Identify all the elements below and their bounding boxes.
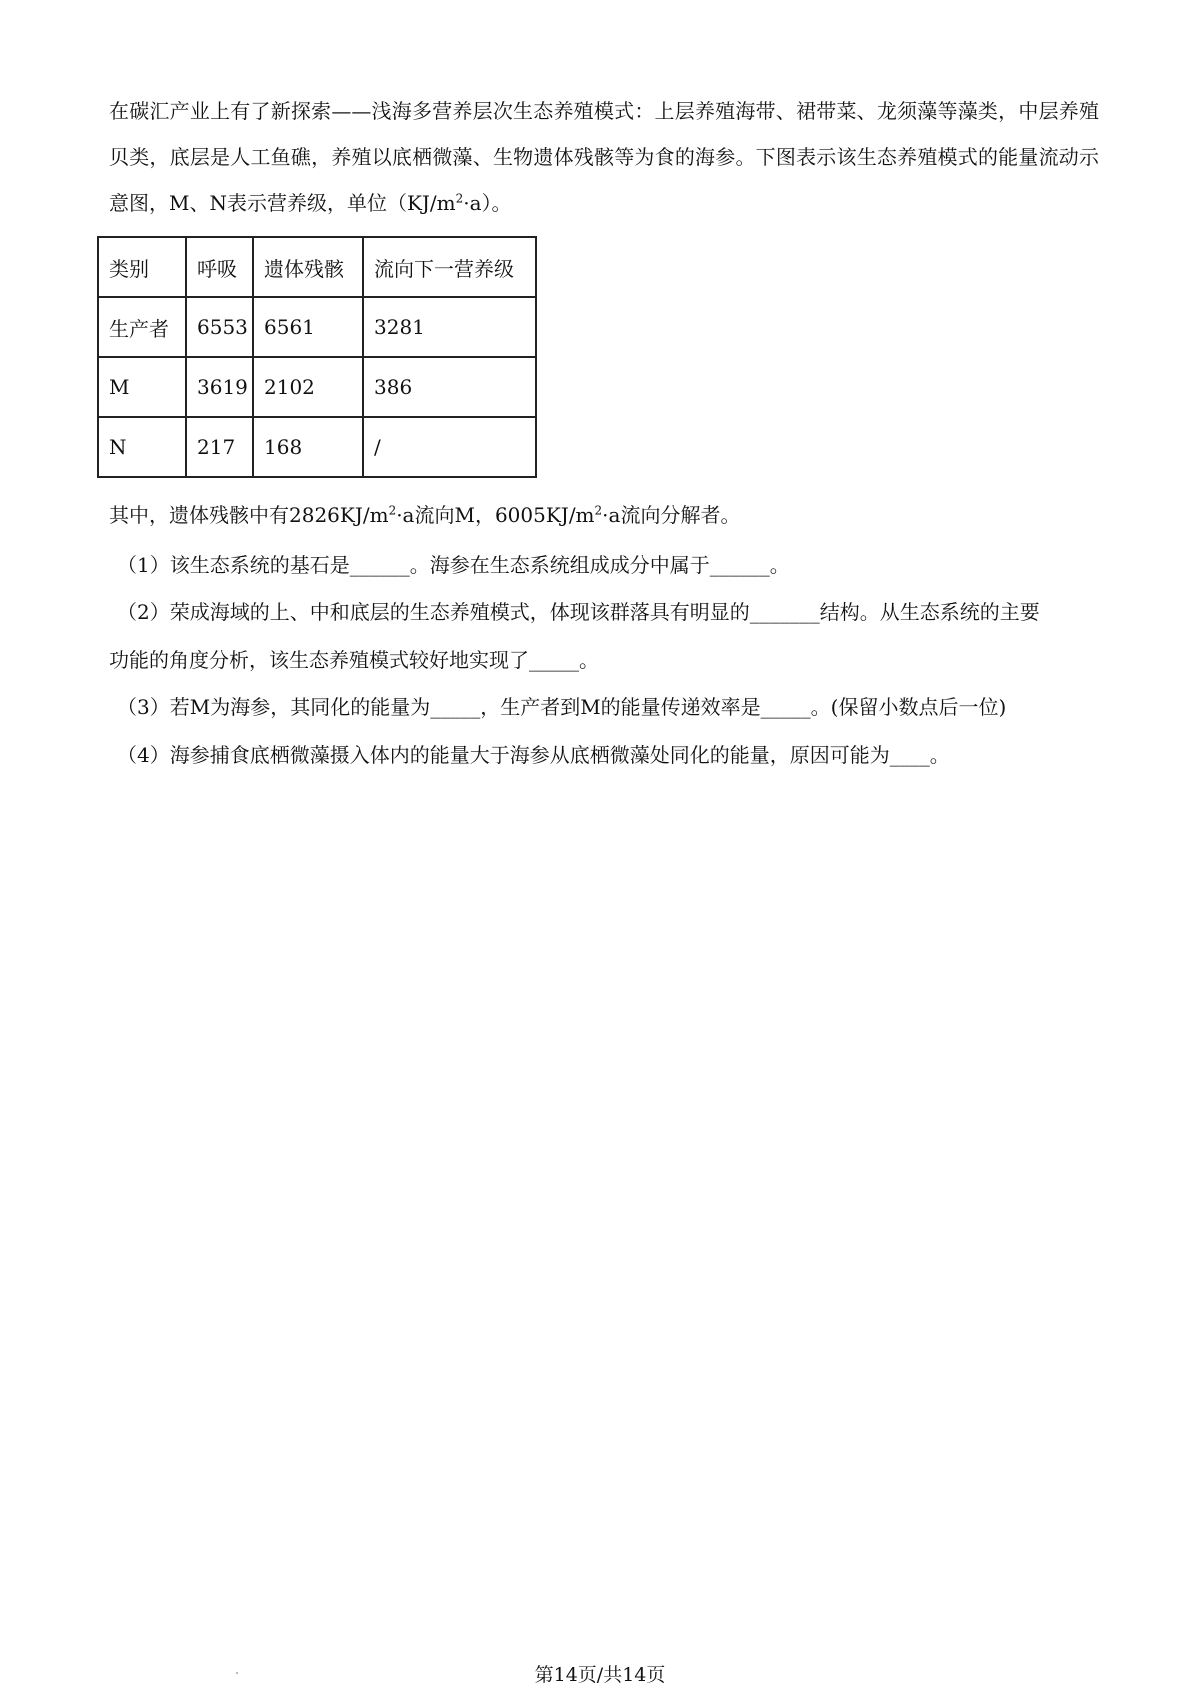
table-cell: 3281 bbox=[363, 297, 536, 357]
question-4: （4）海参捕食底栖微藻摄入体内的能量大于海参从底栖微藻处同化的能量，原因可能为____。 bbox=[117, 743, 950, 767]
table-cell: 3619 bbox=[186, 357, 253, 417]
note-superscript-1: 2 bbox=[388, 503, 397, 518]
table-header-cell: 类别 bbox=[98, 237, 186, 297]
note-text-3: ·a流向分解者。 bbox=[602, 503, 741, 527]
table-cell: 2102 bbox=[253, 357, 363, 417]
note-text-1: 其中，遗体残骸中有2826KJ/m bbox=[109, 503, 389, 527]
intro-superscript: 2 bbox=[455, 191, 464, 206]
note-line bbox=[109, 503, 740, 527]
page-footer: 第14页/共14页 bbox=[534, 1664, 666, 1686]
table-cell: 生产者 bbox=[98, 297, 186, 357]
table-row bbox=[98, 297, 536, 357]
table-cell: 6553 bbox=[186, 297, 253, 357]
energy-table bbox=[97, 236, 537, 478]
table-cell: M bbox=[98, 357, 186, 417]
table-cell: N bbox=[98, 417, 186, 477]
table-cell: 168 bbox=[253, 417, 363, 477]
table-header-cell: 呼吸 bbox=[186, 237, 253, 297]
note-superscript-2: 2 bbox=[594, 503, 603, 518]
question-3: （3）若M为海参，其同化的能量为_____，生产者到M的能量传递效率是_____。(保留小数点后一位) bbox=[117, 695, 1007, 719]
table-row bbox=[98, 417, 536, 477]
question-2-line-1: （2）荣成海域的上、中和底层的生态养殖模式，体现该群落具有明显的_______结构。从生态系统的主要 bbox=[117, 600, 1040, 624]
table-cell: 386 bbox=[363, 357, 536, 417]
table-cell: 6561 bbox=[253, 297, 363, 357]
question-2-line-2: 功能的角度分析，该生态养殖模式较好地实现了_____。 bbox=[109, 648, 599, 672]
table-cell: 217 bbox=[186, 417, 253, 477]
table-header-cell: 流向下一营养级 bbox=[363, 237, 536, 297]
table-row bbox=[98, 357, 536, 417]
intro-paragraph bbox=[109, 88, 1099, 226]
intro-tail: ·a）。 bbox=[463, 191, 512, 215]
note-text-2: ·a流向M，6005KJ/m bbox=[396, 503, 595, 527]
table-header-row bbox=[98, 237, 536, 297]
table-header-cell: 遗体残骸 bbox=[253, 237, 363, 297]
question-1: （1）该生态系统的基石是______。海参在生态系统组成成分中属于______。 bbox=[117, 553, 790, 577]
intro-text: 在碳汇产业上有了新探索——浅海多营养层次生态养殖模式：上层养殖海带、裙带菜、龙须藻等藻类，中层养殖贝类，底层是人工鱼礁，养殖以底栖微藻、生物遗体残骸等为食的海参。下图表示该生态养殖模式的能量流动示意图，M、N表示营养级，单位（KJ/m bbox=[109, 99, 1099, 215]
table-cell: / bbox=[363, 417, 536, 477]
